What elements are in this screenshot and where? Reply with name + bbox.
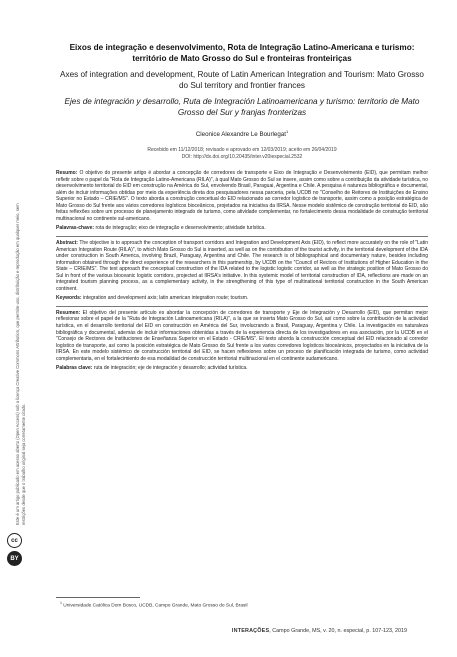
author-footnote-mark[interactable]: 1 xyxy=(285,129,289,134)
abstract-pt-label: Resumo: xyxy=(56,170,78,177)
footnote-rule xyxy=(56,597,140,598)
keywords-english xyxy=(56,295,428,302)
cc-icon: cc xyxy=(7,533,22,548)
section-divider xyxy=(56,236,428,237)
abstract-es-label: Resumen: xyxy=(56,309,81,316)
keywords-es-text: ruta de integración; eje de integración y desarrollo; actividad turística. xyxy=(93,365,248,372)
keywords-pt-text: rota de integração; eixo de integração e desenvolvimento; atividade turística. xyxy=(95,225,266,232)
footnote-text: Universidade Católica Dom Bosco, UCDB, Campo Grande, Mato Grosso do Sul, Brasil xyxy=(63,603,248,609)
journal-brand: INTERAÇÕES xyxy=(231,628,270,634)
keywords-portuguese xyxy=(56,225,428,232)
keywords-es-label: Palabras clave: xyxy=(56,365,93,372)
abstract-portuguese xyxy=(56,170,428,222)
abstract-english xyxy=(56,240,428,292)
creative-commons-badge[interactable] xyxy=(5,533,24,605)
keywords-en-text: integration and development axis; latin american integration route; tourism. xyxy=(82,295,249,302)
title-portuguese: Eixos de integração e desenvolvimento, Rota de Integração Latino-Americana e turismo: território de Mato Grosso do Sul e fronteiras fronteiriças xyxy=(69,43,415,63)
section-divider xyxy=(56,306,428,307)
keywords-spanish xyxy=(56,365,428,372)
open-access-note-text: Este é um artigo publicado em acesso aberto (Open Access) sob a licença Creative Commons Attribution, que permite uso, distribuição e reprodução em qualquer meio, sem restrições desde que o trabalho original seja corretamente citado. xyxy=(15,203,26,525)
keywords-en-label: Keywords: xyxy=(56,295,82,302)
abstract-es-text: El objetivo del presente artículo es abordar la concepción de corredores de transporte y Eje de Integración y Desarrollo (EID), que permitan mejor reflexionar sobre el papel de la "Ruta de Integración Latinoamericana (RILA)", a la que se inserta Mato Grosso do Sul, así como sobre la contribución de la actividad turística, en el desarrollo territorial del EID en construcción en América del Sur, involucrando a Brasil, Paraguay, Argentina y Chile. La investigación es naturaleza bibliográfica y documental, además de incluir informaciones obtenidas a través de la experiencia directa de los investigadores en esa asociación, por la UCDB en el "Consejo de Rectores de Instituciones de Enseñanza Superior en el Estado - CRIE/MS". El texto aborda la construcción conceptual del EID relacionado al corredor logístico de transporte, así como la posición estratégica de Mato Grosso do Sul frente a los varios corredores logísticos bioceánicos, proyectados en la iniciativa de la IIRSA. En este modelo sistémico de construcción territorial del EID, se hacen reflexiones sobre un proceso de planificación integrada de turismo, como actividad complementaria, en el fortalecimiento de esa modalidad de construcción territorial multinacional en el continente sudamericano. xyxy=(56,309,428,362)
publication-dates xyxy=(56,147,428,161)
article-front-matter xyxy=(56,42,428,372)
keywords-pt-label: Palavras-chave: xyxy=(56,225,95,232)
journal-citation xyxy=(232,628,407,634)
title-english: Axes of integration and development, Route of Latin American Integration and Tourism: Mato Grosso do Sul territory and frontier frances xyxy=(60,70,424,90)
doi-link[interactable]: DOI: http://dx.doi.org/10.20435/inter.v20iespecial.2532 xyxy=(181,154,303,161)
abstract-en-label: Abstract: xyxy=(56,239,78,246)
footnote-mark: 1 xyxy=(60,601,62,605)
abstract-pt-text: O objetivo do presente artigo é abordar a concepção de corredores de transporte e Eixo de Integração e Desenvolvimento (EID), que permitam melhor refletir sobre o papel da "Rota de Integração Latino-Americana (RILA)", à qual Mato Grosso do Sul se insere, assim como sobre a contribuição da atividade turística, no desenvolvimento territorial do EID em construção na América do Sul, envolvendo Brasil, Paraguai, Argentina e Chile. A pesquisa é natureza bibliográfica e documental, além de incluir informações obtidas por meio da experiência direta dos pesquisadores nessa parceria, pela UCDB no "Conselho de Reitores de Instituições de Ensino Superior no Estado – CRIE/MS". O texto aborda a construção conceitual do EID relacionado ao corredor logístico de transporte, assim como a posição estratégica de Mato Grosso do Sul frente aos vários corredores logísticos bioceânicos, projetados na iniciativa da IIRSA. Nesse modelo sistêmico de construção territorial do EID, são feitas reflexões sobre um processo de planejamento integrado de turismo, como atividade complementar, no fortalecimento dessa modalidade de construção territorial multinacional no continente sul-americano. xyxy=(56,170,428,222)
received-dates: Recebido em 11/12/2018; revisado e aprovado em 12/03/2019; aceito em 26/04/2019 xyxy=(147,147,337,154)
abstract-spanish xyxy=(56,310,428,362)
by-attribution-icon: BY xyxy=(7,551,22,566)
abstract-en-text: The objective is to approach the conception of transport corridors and Integration and Development Axis (EID), to reflect more accurately on the role of "Latin American Integration Route (RILA)", to which Mato Grosso do Sul is inserted, as well as on the contribution of the tourist activity, in the territorial development of the IDA under construction in South America, involving Brazil, Paraguay, Argentina and Chile. The research is of bibliographical and documentary nature, besides including information obtained through the direct experience of the researchers in this partnership, by UCDB on the "Council of Rectors of Institutions of Higher Education in the State – CRIE/MS". The text approach the conceptual construction of the IDA related to the logistic logistic corridor, as well as the strategic position of Mato Grosso do Sul in front of the various bioceanic logistic corridors, projected at IIRSA's initiative. In this systemic model of territorial construction of IDA, reflections are made on an integrated tourism planning process, as a complementary activity, in the strengthening of this type of multinational territorial construction in the South American continent. xyxy=(56,239,428,292)
author-line xyxy=(56,129,428,138)
open-access-note xyxy=(4,195,26,525)
footnote xyxy=(60,601,248,609)
author-name: Cleonice Alexandre Le Bourlegat xyxy=(195,131,286,139)
journal-citation-text: , Campo Grande, MS, v. 20, n. especial, p. 107-123, 2019 xyxy=(269,628,407,634)
title-spanish: Ejes de integración y desarrollo, Ruta de Integración Latinoamericana y turismo: territorio de Mato Grosso del Sur y franjas fronterizas xyxy=(64,97,420,117)
